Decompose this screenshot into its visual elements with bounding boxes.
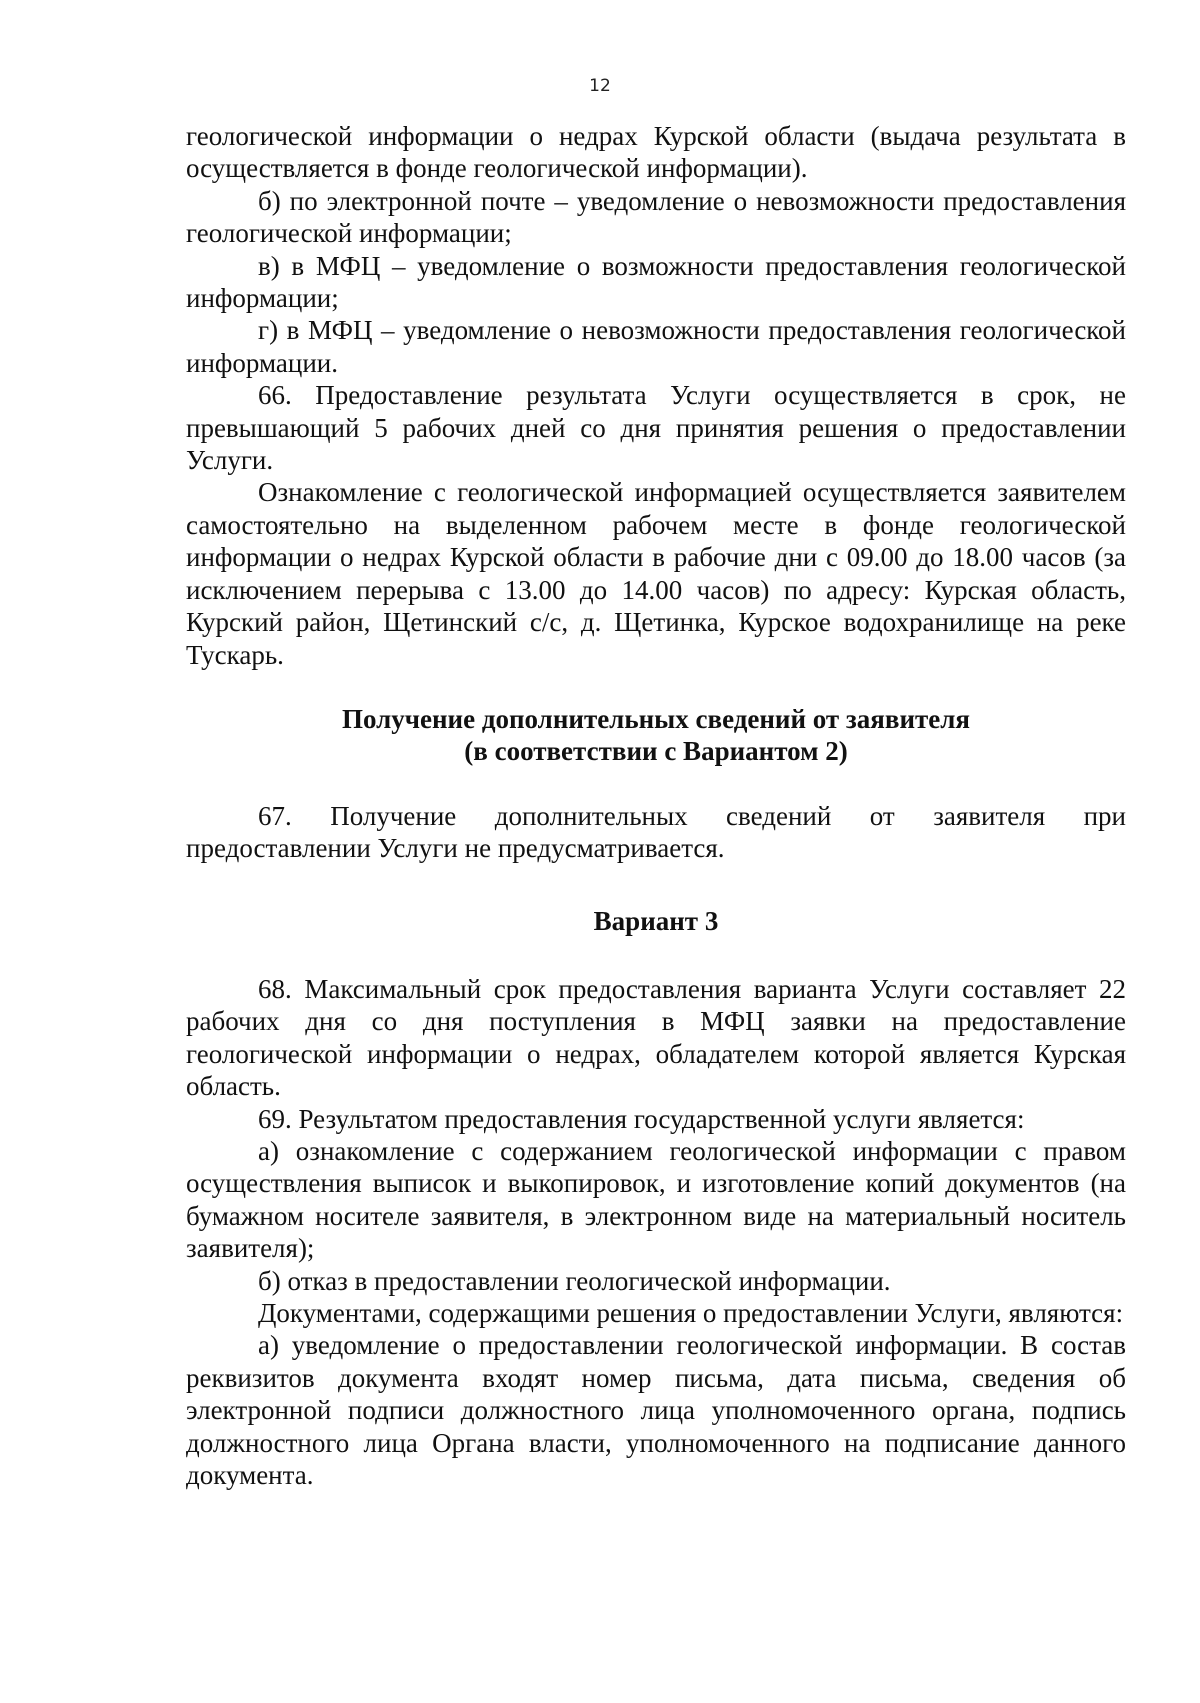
section-heading-line-2: (в соответствии с Вариантом 2) [464,736,848,767]
paragraph-69: 69. Результатом предоставления государственной услуги является: [258,1103,1025,1134]
variant-heading: Вариант 3 [593,905,719,936]
paragraph-68: 68. Максимальный срок предоставления варианта Услуги составляет 22 рабочих дня со дня поступления в МФЦ заявки на предоставление геологической информации о недрах, обладателем которой является Курская область. [186,973,1126,1102]
paragraph-item-g-mfc: г) в МФЦ – уведомление о невозможности предоставления геологической информации. [186,315,1126,378]
paragraph-66: 66. Предоставление результата Услуги осуществляется в срок, не превышающий 5 рабочих дней со дня принятия решения о предоставлении Услуги. [186,380,1126,476]
page-number: 12 [589,76,611,96]
paragraph-documents: Документами, содержащими решения о предоставлении Услуги, являются: [258,1298,1124,1328]
paragraph-item-v-mfc: в) в МФЦ – уведомление о возможности предоставления геологической информации; [186,250,1126,314]
paragraph-continuation: геологической информации о недрах Курской области (выдача результата в осуществляется в фонде геологической информации). [186,121,1126,184]
paragraph-item-b-refusal: б) отказ в предоставлении геологической информации. [258,1265,891,1296]
section-heading-line-1: Получение дополнительных сведений от заявителя [341,703,971,734]
paragraph-item-b-email: б) по электронной почте – уведомление о невозможности предоставления геологической информации; [186,185,1126,249]
document-body [186,120,1126,1491]
paragraph-familiarization: Ознакомление с геологической информацией осуществляется заявителем самостоятельно на выделенном рабочем месте в фонде геологической информации о недрах Курской области в рабочие дни с 09.00 до 18.00 часов (за исключением перерыва с 13.00 до 14.00 часов) по адресу: Курская область, Курский район, Щетинский с/с, д. Щетинка, Курское водохранилище на реке Тускарь. [186,477,1126,670]
paragraph-item-a-notification: а) уведомление о предоставлении геологической информации. В состав реквизитов документа входят номер письма, дата письма, сведения об электронной подписи должностного лица уполномоченного органа, подпись должностного лица Органа власти, уполномоченного на подписание данного документа. [186,1330,1126,1491]
paragraph-67: 67. Получение дополнительных сведений от заявителя при предоставлении Услуги не предусматривается. [186,800,1126,864]
paragraph-item-a-familiarization: а) ознакомление с содержанием геологической информации с правом осуществления выписок и выкопировок, и изготовление копий документов (на бумажном носителе заявителя, в электронном виде на материальный носитель заявителя); [186,1135,1126,1264]
